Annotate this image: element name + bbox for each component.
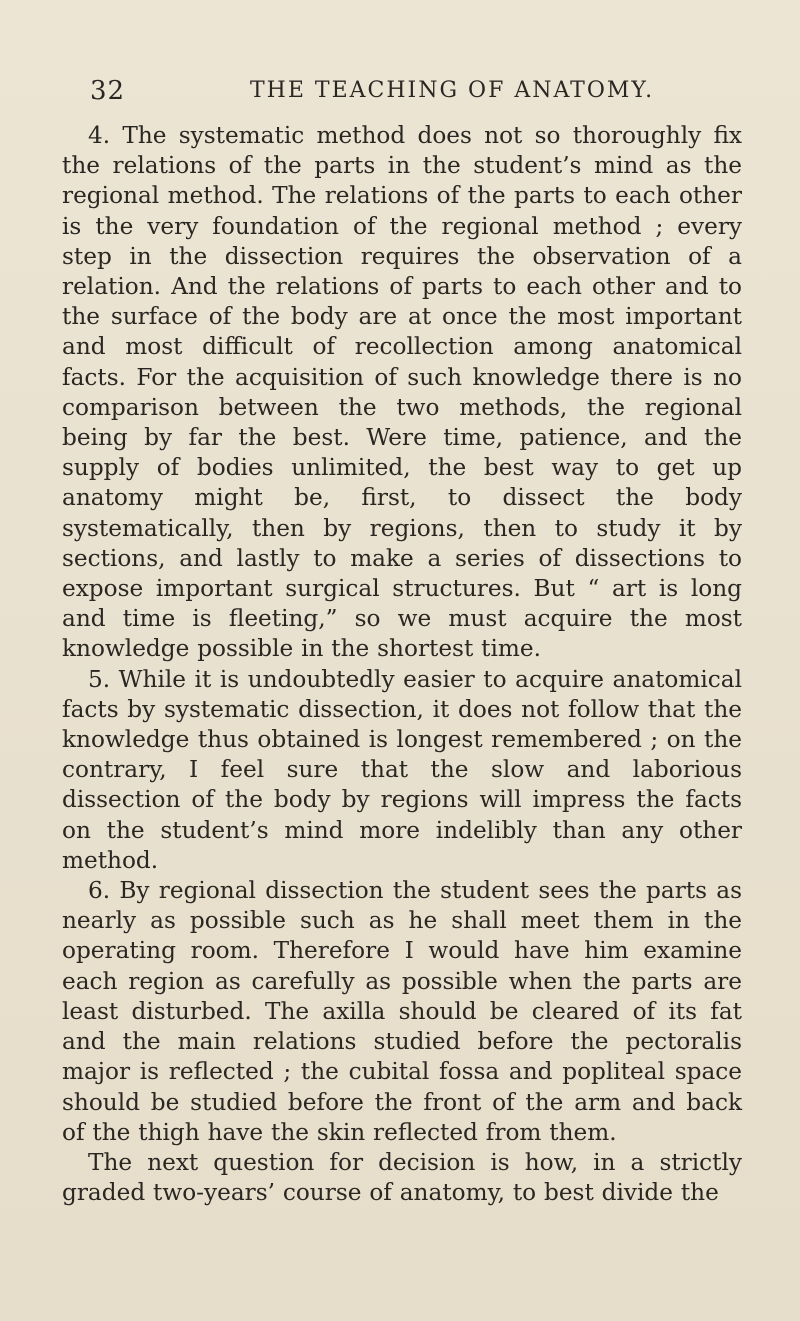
paragraph-5: 5. While it is undoubtedly easier to acquire anatomical facts by systematic dissection, it does not follow that the knowledge thus obtained is longest remembered ; on the contrary, I feel sure that the slow and laborious dissection of the body by regions will impress the facts on the student’s mind more indelibly than any other method. (62, 665, 742, 874)
page-number: 32 (90, 76, 126, 106)
body-text (62, 121, 742, 1208)
paragraph-4: 4. The systematic method does not so thoroughly fix the relations of the parts in the student’s mind as the regional method. The relations of the parts to each other is the very foundation of the regional method ; every step in the dissection requires the observation of a relation. And the relations of parts to each other and to the surface of the body are at once the most important and most difficult of recollection among anatomical facts. For the acquisition of such knowledge there is no comparison between the two methods, the regional being by far the best. Were time, patience, and the supply of bodies unlimited, the best way to get up anatomy might be, first, to dissect the body systematically, then by regions, then to study it by sections, and lastly to make a series of dissections to expose important surgical structures. But “ art is long and time is fleeting,” so we must acquire the most knowledge possible in the shortest time. (62, 122, 742, 663)
running-head (90, 76, 710, 112)
running-title: THE TEACHING OF ANATOMY. (250, 78, 655, 103)
paragraph-6: 6. By regional dissection the student sees the parts as nearly as possible such as he shall meet them in the operating room. Therefore I would have him examine each region as carefully as possible when the parts are least disturbed. The axilla should be cleared of its fat and the main relations studied before the pectoralis major is reflected ; the cubital fossa and popliteal space should be studied before the front of the arm and back of the thigh have the skin reflected from them. (62, 877, 742, 1146)
paragraph-next-question: The next question for decision is how, in a strictly graded two-years’ course of anatomy, to best divide the (62, 1148, 742, 1207)
